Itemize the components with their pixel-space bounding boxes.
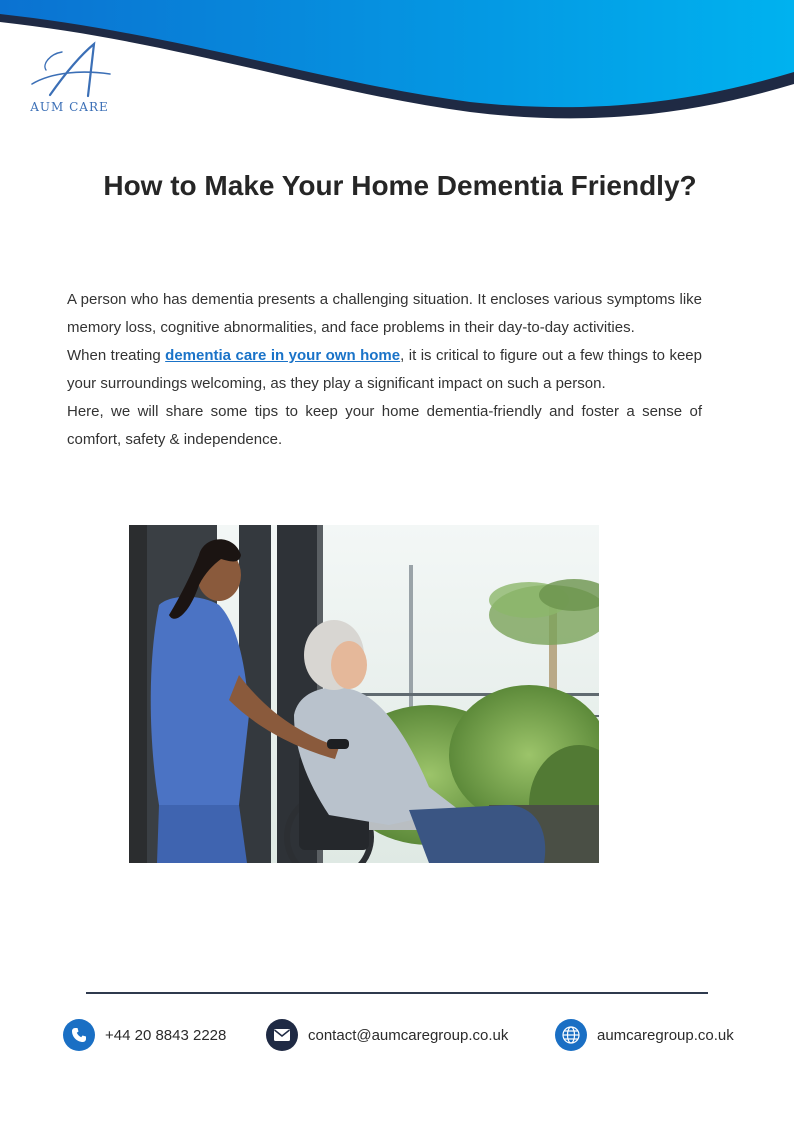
- brand-logo[interactable]: [22, 40, 117, 120]
- phone-number: +44 20 8843 2228: [105, 1026, 227, 1044]
- paragraph-2-end: , it is critical to figure out a few things to keep your surroundings welcoming, as they play a significant impact on such a person.: [67, 347, 702, 392]
- website-url: aumcaregroup.co.uk: [597, 1026, 734, 1044]
- caregiver-wheelchair-photo: [129, 525, 599, 863]
- logo-a-mark: [22, 40, 117, 98]
- footer-divider: [86, 992, 708, 994]
- paragraph-2-start: When treating: [67, 347, 166, 364]
- article-body: [67, 286, 702, 454]
- page-title: How to Make Your Home Dementia Friendly?: [103, 170, 697, 201]
- globe-icon: [555, 1019, 587, 1051]
- footer-website[interactable]: [555, 1018, 734, 1052]
- paragraph-3: Here, we will share some tips to keep your home dementia-friendly and foster a sense of comfort, safety & independence.: [67, 403, 702, 448]
- email-address: contact@aumcaregroup.co.uk: [308, 1026, 509, 1044]
- paragraph-2: [67, 342, 702, 398]
- phone-icon: [63, 1019, 95, 1051]
- footer-email[interactable]: [266, 1018, 508, 1052]
- envelope-icon: [266, 1019, 298, 1051]
- brand-name: AUM CARE: [30, 100, 109, 114]
- dementia-care-link[interactable]: dementia care in your own home: [165, 347, 401, 364]
- header-wave: [0, 0, 794, 130]
- footer-phone[interactable]: [63, 1018, 226, 1052]
- paragraph-1: A person who has dementia presents a challenging situation. It encloses various symptoms like memory loss, cognitive abnormalities, and face problems in their day-to-day activities.: [67, 291, 702, 336]
